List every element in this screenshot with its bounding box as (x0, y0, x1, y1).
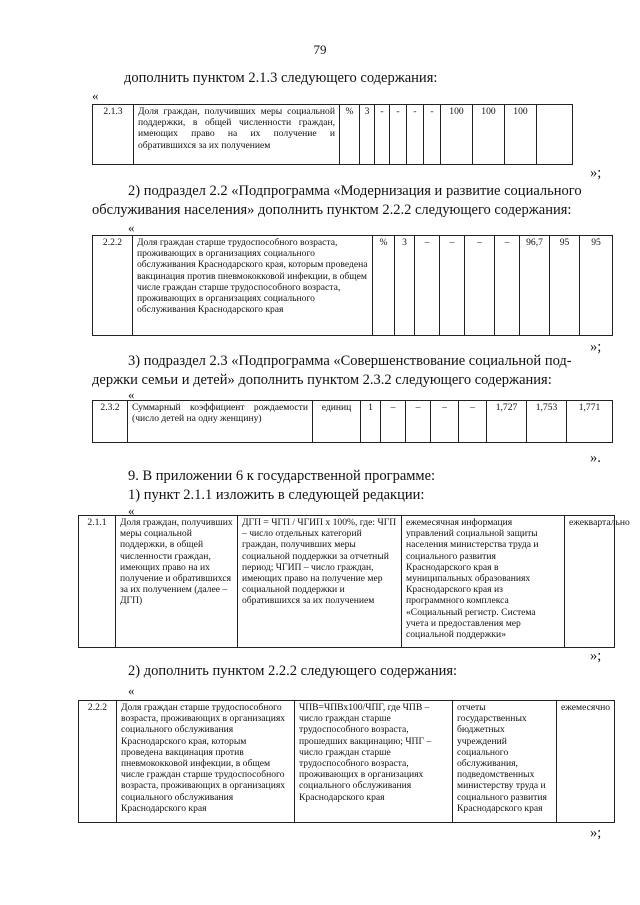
sec4-text-line1: 1) пункт 2.1.1 изложить в следующей редакции: (128, 487, 425, 503)
unit: % (340, 105, 360, 165)
empty-cell (537, 105, 573, 165)
value-cell: 1,727 (487, 401, 527, 443)
table-2-1-3 (92, 104, 573, 165)
indicator-name: Доля граждан, получивших меры социальной поддержки, в общей численности граждан, имеющих право на их получение и обратившихся за их получением (134, 105, 340, 165)
row-number: 2.2.2 (79, 701, 117, 823)
value-cell: 3 (395, 236, 415, 336)
calculation-formula: ДГП = ЧГП / ЧГИП х 100%, где: ЧГП – число отдельных категорий граждан, получивших меры социальной поддержки за отчетный период; ЧГИП – число граждан, имеющих право на получение мер социальной поддержки и обратившихся за их получением (238, 516, 402, 648)
row-number: 2.3.2 (93, 401, 128, 443)
value-cell: – (440, 236, 465, 336)
periodicity: ежеквартально (565, 516, 615, 648)
sec3-text-line2: держки семьи и детей» дополнить пунктом 2.3.2 следующего содержания: (92, 372, 552, 388)
table-2-2-2 (92, 235, 613, 336)
sec2-close-quote: »; (590, 339, 602, 355)
value-cell: 3 (360, 105, 375, 165)
value-cell: - (390, 105, 407, 165)
sec4-close-quote: »; (590, 648, 602, 664)
sec5-open-quote: « (128, 683, 135, 698)
unit: % (373, 236, 395, 336)
table-row (79, 516, 615, 648)
value-cell: 1,771 (567, 401, 613, 443)
unit: единиц (313, 401, 361, 443)
table-row (93, 401, 613, 443)
value-cell: 96,7 (520, 236, 550, 336)
value-cell: 1 (361, 401, 381, 443)
sec1-close-quote: »; (590, 165, 602, 181)
value-cell: 1,753 (527, 401, 567, 443)
row-number: 2.1.1 (79, 516, 116, 648)
value-cell: 100 (473, 105, 505, 165)
sec2-text-line1: 2) подраздел 2.2 «Подпрограмма «Модернизация и развитие социального (128, 183, 582, 199)
indicator-name: Доля граждан старше трудоспособного возраста, проживающих в организациях социального обслуживания Краснодарского края, которым проведена вакцинация против пневмококковой инфекции, в общем числе граждан старше трудоспособного возраста, проживающих в организациях социального обслуживания Краснодарского края (133, 236, 373, 336)
value-cell: - (424, 105, 441, 165)
indicator-name: Доля граждан старше трудоспособного возраста, проживающих в организациях социального обслуживания Краснодарского края, которым проведена вакцинация против пневмококковой инфекции, в общем числе граждан старше трудоспособного возраста, проживающих в организациях социального обслуживания Краснодарского края (117, 701, 295, 823)
value-cell: 95 (550, 236, 580, 336)
sec2-text-line2: обслуживания населения» дополнить пунктом 2.2.2 следующего содержания: (92, 202, 572, 218)
sec5-text-line1: 2) дополнить пунктом 2.2.2 следующего содержания: (128, 663, 458, 679)
value-cell: – (431, 401, 459, 443)
value-cell: - (375, 105, 390, 165)
value-cell: 100 (441, 105, 473, 165)
calculation-formula: ЧПВ=ЧПВх100/ЧПГ, где ЧПВ – число граждан старше трудоспособного возраста, прошедших вакцинацию; ЧПГ – число граждан старше трудоспособного возраста, проживающих в организациях социального обслуживания Краснодарского края (295, 701, 453, 823)
sec3-text-line1: 3) подраздел 2.3 «Подпрограмма «Совершенствование социальной под- (128, 353, 572, 369)
table-2-3-2 (92, 400, 613, 443)
row-number: 2.2.2 (93, 236, 133, 336)
table-row (93, 105, 573, 165)
value-cell: – (381, 401, 406, 443)
sec3-open-quote: « (128, 387, 135, 402)
data-source: отчеты государственных бюджетных учреждений социального обслуживания, подведомственных министерству труда и социального развития Краснодарского края (453, 701, 557, 823)
value-cell: – (415, 236, 440, 336)
value-cell: – (406, 401, 431, 443)
periodicity: ежемесячно (557, 701, 615, 823)
row-number: 2.1.3 (93, 105, 134, 165)
data-source: ежемесячная информация управлений социальной защиты населения министерства труда и социального развития Краснодарского края в муниципальных образованиях Краснодарского края из программного комплекса «Социальный регистр. Система учета и предоставления мер социальной поддержки» (402, 516, 565, 648)
value-cell: – (465, 236, 495, 336)
page-number: 79 (313, 42, 327, 57)
sec3-close-quote: ». (590, 450, 601, 466)
value-cell: - (407, 105, 424, 165)
indicator-name: Суммарный коэффициент рождаемости (число детей на одну женщину) (128, 401, 313, 443)
indicator-name: Доля граждан, получивших меры социальной поддержки, в общей численности граждан, имеющих право на их получение и обратившихся за их получением (далее – ДГП) (116, 516, 238, 648)
value-cell: – (459, 401, 487, 443)
table-2-1-1 (78, 515, 630, 648)
sec1-open-quote: « (92, 88, 99, 103)
sec2-open-quote: « (128, 220, 135, 235)
value-cell: 95 (580, 236, 613, 336)
value-cell: – (495, 236, 520, 336)
section-9-heading: 9. В приложении 6 к государственной программе: (128, 468, 436, 484)
table-row (93, 236, 613, 336)
value-cell: 100 (505, 105, 537, 165)
sec1-intro: дополнить пунктом 2.1.3 следующего содержания: (124, 70, 438, 86)
table-row (79, 701, 615, 823)
sec5-close-quote: »; (590, 825, 602, 841)
sec4-open-quote: « (128, 503, 135, 518)
table-2-2-2-calc (78, 700, 615, 823)
